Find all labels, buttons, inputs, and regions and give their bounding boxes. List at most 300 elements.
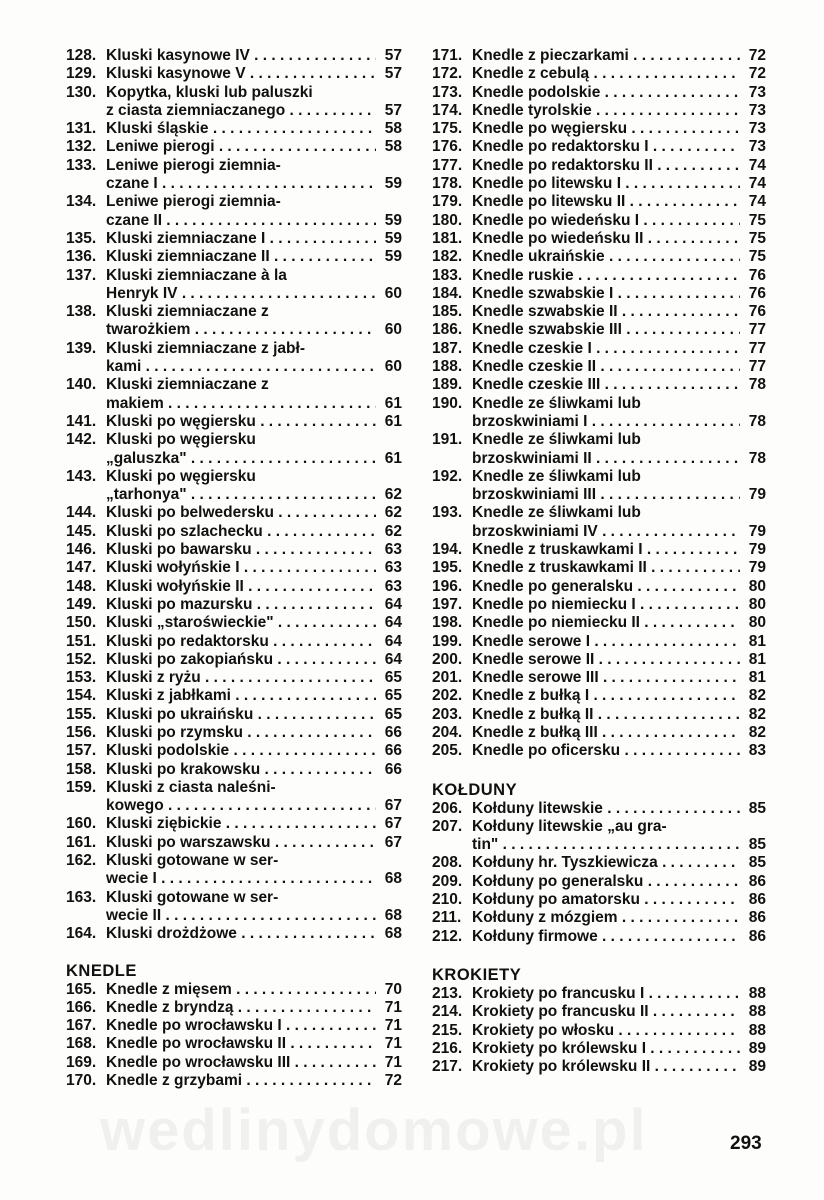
entry-title: Krokiety po francusku II . . . [472,1003,740,1021]
entry-title: Leniwe pierogi ziemnia- [106,156,281,174]
entry-number: 210. [432,891,463,909]
entry-number: 145. [66,522,97,540]
entry-page [376,193,402,211]
entry-page: 71 [384,998,402,1016]
entry-page [376,468,402,486]
entry-title: Knedle serowe I . . . [472,633,740,651]
entry-number: 190. [432,394,463,412]
toc-entry [432,395,766,413]
entry-page: 75 [748,211,766,229]
entry-number: 162. [66,852,97,870]
toc-entry [66,1054,402,1072]
entry-number [66,797,106,815]
entry-number: 196. [432,577,463,595]
entry-page: 74 [748,175,766,193]
entry-title: Knedle z bryndzą . . . [106,999,376,1017]
page-number: 293 [730,1133,762,1154]
entry-title: Kluski ziemniaczane à la [106,266,287,284]
entry-number: 149. [66,595,97,613]
toc-entry [66,340,402,358]
toc-entry [66,742,402,760]
entry-number [432,836,472,854]
entry-number: 181. [432,229,463,247]
entry-page: 74 [748,193,766,211]
toc-entry [432,633,766,651]
entry-number [66,175,106,193]
toc-entry [66,395,402,413]
entry-page: 66 [384,742,402,760]
toc-entry [432,669,766,687]
right-column [432,47,766,1076]
toc-entry [66,47,402,65]
entry-number: 161. [66,833,97,851]
entry-page: 60 [384,284,402,302]
entry-title: Kluski ziębickie . . . [106,815,376,833]
entry-number: 184. [432,284,463,302]
entry-page: 61 [384,412,402,430]
entry-title: Kluski „staroświeckie" . . . [106,614,376,632]
entry-number [66,102,106,120]
entry-title: Kluski po krakowsku . . . [106,761,376,779]
entry-title: brzoskwiniami II . . . [472,450,740,468]
entry-title: Kluski śląskie . . . [106,120,376,138]
entry-page: 58 [384,138,402,156]
toc-entry [66,321,402,339]
entry-number: 141. [66,412,97,430]
toc-entry [66,65,402,83]
entry-title: czane I . . . [106,175,376,193]
toc-entry [432,212,766,230]
entry-number: 214. [432,1003,463,1021]
toc-entry [66,285,402,303]
entry-title: Knedle podolskie . . . [472,84,740,102]
toc-entry [66,157,402,175]
entry-page: 68 [384,870,402,888]
toc-entry [432,157,766,175]
entry-page: 88 [748,984,766,1002]
entry-number: 194. [432,541,463,559]
entry-number: 209. [432,872,463,890]
entry-number: 179. [432,193,463,211]
entry-number [432,523,472,541]
entry-number: 199. [432,632,463,650]
entry-page: 60 [384,321,402,339]
entry-page: 79 [748,486,766,504]
toc-entry [66,504,402,522]
entry-page: 68 [384,906,402,924]
entry-title: Knedle z truskawkami I . . . [472,541,740,559]
entry-number: 208. [432,854,463,872]
entry-title: Kluski po szlachecku . . . [106,523,376,541]
entry-page [740,395,766,413]
toc-list-kluski [66,47,402,944]
entry-number [66,486,106,504]
entry-title: Krokiety po francusku I . . . [472,985,740,1003]
entry-title: Knedle czeskie II . . . [472,358,740,376]
entry-page: 82 [748,705,766,723]
entry-number: 204. [432,723,463,741]
entry-page: 73 [748,101,766,119]
entry-page: 81 [748,632,766,650]
toc-entry [432,818,766,836]
entry-page: 86 [748,927,766,945]
entry-page [376,852,402,870]
entry-number: 180. [432,211,463,229]
entry-title: Kluski po węgiersku . . . [106,413,376,431]
entry-title: Kluski po mazursku . . . [106,596,376,614]
entry-page: 73 [748,120,766,138]
entry-number: 175. [432,120,463,138]
entry-page: 71 [384,1017,402,1035]
toc-entry [432,541,766,559]
entry-number: 167. [66,1017,97,1035]
entry-number: 185. [432,303,463,321]
entry-page: 61 [384,394,402,412]
entry-number: 198. [432,614,463,632]
entry-page [376,340,402,358]
toc-entry [66,925,402,943]
entry-page [740,468,766,486]
toc-entry [66,779,402,797]
toc-entry [432,504,766,522]
entry-title: makiem . . . [106,395,376,413]
entry-title: Kluski ziemniaczane II . . . [106,248,376,266]
entry-page: 65 [384,669,402,687]
entry-number [66,285,106,303]
entry-title: Knedle z cebulą . . . [472,65,740,83]
entry-page: 59 [384,211,402,229]
toc-entry [66,303,402,321]
entry-title: Krokiety po królewsku II . . . [472,1058,740,1076]
entry-number: 216. [432,1039,463,1057]
entry-title: Knedle po redaktorsku I . . . [472,138,740,156]
entry-page: 59 [384,248,402,266]
entry-number: 191. [432,431,463,449]
toc-list-knedle-cont [432,47,766,761]
entry-page: 59 [384,229,402,247]
entry-title: Kluski gotowane w ser- [106,852,279,870]
toc-entry [432,230,766,248]
toc-entry [432,706,766,724]
toc-entry [66,559,402,577]
entry-title: Knedle po wrocławsku II . . . [106,1035,376,1053]
toc-entry [66,1017,402,1035]
entry-number: 163. [66,888,97,906]
entry-number: 206. [432,799,463,817]
watermark: wedlinydomowe.pl [100,1098,648,1163]
entry-page: 75 [748,229,766,247]
toc-entry [66,596,402,614]
entry-title: Kołduny po amatorsku . . . [472,891,740,909]
entry-number: 158. [66,760,97,778]
entry-title: Knedle z grzybami . . . [106,1072,376,1090]
toc-entry [432,138,766,156]
entry-number: 165. [66,980,97,998]
entry-number [66,870,106,888]
entry-page: 65 [384,687,402,705]
toc-entry [432,340,766,358]
entry-number: 150. [66,614,97,632]
entry-number: 213. [432,984,463,1002]
entry-page: 86 [748,909,766,927]
entry-page [740,818,766,836]
toc-entry [432,321,766,339]
entry-page: 85 [748,799,766,817]
toc-entry [66,834,402,852]
toc-entry [66,468,402,486]
entry-page: 64 [384,595,402,613]
entry-number: 172. [432,65,463,83]
entry-page: 75 [748,248,766,266]
toc-entry [66,687,402,705]
toc-entry [66,358,402,376]
entry-page: 76 [748,303,766,321]
toc-entry [66,1072,402,1090]
entry-number: 207. [432,817,463,835]
entry-number: 217. [432,1058,463,1076]
entry-title: Kluski po redaktorsku . . . [106,633,376,651]
toc-entry [66,651,402,669]
entry-page: 63 [384,559,402,577]
entry-page: 78 [748,449,766,467]
toc-entry [66,175,402,193]
entry-title: Kołduny po generalsku . . . [472,873,740,891]
entry-number: 195. [432,559,463,577]
entry-page: 66 [384,723,402,741]
entry-number: 139. [66,339,97,357]
entry-number: 168. [66,1035,97,1053]
entry-title: kami . . . [106,358,376,376]
entry-number: 174. [432,101,463,119]
entry-page [376,84,402,102]
toc-entry [432,450,766,468]
entry-number: 132. [66,138,97,156]
entry-title: Henryk IV . . . [106,285,376,303]
toc-entry [432,65,766,83]
entry-title: Knedle po litewsku I . . . [472,175,740,193]
toc-entry [66,413,402,431]
toc-entry [432,303,766,321]
toc-entry [432,193,766,211]
toc-entry [66,999,402,1017]
entry-number: 192. [432,467,463,485]
toc-entry [432,248,766,266]
toc-entry [66,669,402,687]
entry-page: 68 [384,925,402,943]
toc-entry [432,175,766,193]
entry-number: 136. [66,248,97,266]
toc-entry [432,724,766,742]
toc-entry [432,836,766,854]
entry-number: 171. [432,47,463,64]
toc-entry [66,267,402,285]
toc-entry [66,486,402,504]
entry-number: 152. [66,650,97,668]
entry-title: Kopytka, kluski lub paluszki [106,83,313,101]
entry-number [66,907,106,925]
entry-page: 79 [748,522,766,540]
entry-page: 80 [748,595,766,613]
entry-page: 86 [748,872,766,890]
entry-title: Krokiety po włosku . . . [472,1022,740,1040]
entry-number: 128. [66,47,97,64]
entry-title: Knedle serowe II . . . [472,651,740,669]
entry-page: 78 [748,412,766,430]
toc-entry [432,468,766,486]
entry-number [66,450,106,468]
toc-list-knedle [66,981,402,1091]
entry-page: 81 [748,650,766,668]
entry-title: Knedle czeskie I . . . [472,340,740,358]
entry-page: 61 [384,449,402,467]
toc-entry [66,907,402,925]
entry-page: 67 [384,797,402,815]
toc-entry [66,523,402,541]
entry-title: Knedle po niemiecku II . . . [472,614,740,632]
entry-page: 70 [384,980,402,998]
entry-title: „galuszka" . . . [106,450,376,468]
toc-entry [432,854,766,872]
toc-entry [66,102,402,120]
entry-title: Knedle po wiedeńsku I . . . [472,212,740,230]
toc-entry [66,84,402,102]
toc-entry [66,706,402,724]
entry-page: 57 [384,47,402,64]
entry-page: 67 [384,815,402,833]
entry-title: Kluski ziemniaczane z [106,376,269,394]
entry-page: 78 [748,376,766,394]
entry-number: 170. [66,1072,97,1090]
entry-title: Knedle szwabskie I . . . [472,285,740,303]
entry-number: 143. [66,467,97,485]
entry-title: Kluski po rzymsku . . . [106,724,376,742]
entry-page: 74 [748,156,766,174]
toc-entry [66,815,402,833]
toc-entry [66,541,402,559]
entry-number: 153. [66,669,97,687]
entry-number: 205. [432,742,463,760]
entry-number: 203. [432,705,463,723]
entry-number: 154. [66,687,97,705]
entry-number [432,413,472,431]
entry-number: 176. [432,138,463,156]
entry-title: Knedle ruskie . . . [472,267,740,285]
entry-page: 89 [748,1039,766,1057]
toc-entry [432,102,766,120]
entry-page [376,889,402,907]
entry-page: 59 [384,175,402,193]
entry-number: 131. [66,120,97,138]
toc-entry [432,614,766,632]
entry-number: 157. [66,742,97,760]
toc-entry [432,891,766,909]
entry-title: Knedle ze śliwkami lub [472,431,641,449]
entry-title: Kluski podolskie . . . [106,742,376,760]
toc-entry [66,248,402,266]
toc-entry [432,873,766,891]
entry-title: „tarhonya" . . . [106,486,376,504]
entry-number: 155. [66,705,97,723]
entry-number: 188. [432,358,463,376]
entry-page: 64 [384,614,402,632]
entry-title: Knedle z mięsem . . . [106,981,376,999]
entry-page: 65 [384,705,402,723]
entry-number: 133. [66,156,97,174]
entry-number: 177. [432,156,463,174]
toc-entry [432,413,766,431]
entry-page: 60 [384,358,402,376]
entry-page: 79 [748,541,766,559]
entry-page: 89 [748,1058,766,1076]
toc-entry [432,596,766,614]
entry-page [376,431,402,449]
entry-title: Kluski po belwedersku . . . [106,504,376,522]
entry-page [376,376,402,394]
toc-entry [66,138,402,156]
entry-title: Kluski gotowane w ser- [106,888,279,906]
toc-entry [432,486,766,504]
entry-title: Kluski po warszawsku . . . [106,834,376,852]
entry-page [740,431,766,449]
toc-entry [66,376,402,394]
entry-title: Kluski ziemniaczane z [106,303,269,321]
entry-page: 67 [384,833,402,851]
toc-entry [432,559,766,577]
toc-entry [432,742,766,760]
entry-page [376,157,402,175]
toc-entry [66,450,402,468]
entry-title: Knedle z pieczarkami . . . [472,47,740,65]
entry-page: 81 [748,669,766,687]
entry-page: 72 [748,65,766,83]
toc-entry [432,651,766,669]
entry-page: 62 [384,504,402,522]
entry-number: 142. [66,431,97,449]
entry-page: 88 [748,1003,766,1021]
toc-entry [66,981,402,999]
entry-title: Knedle z truskawkami II . . . [472,559,740,577]
toc-entry [66,578,402,596]
entry-title: Knedle ze śliwkami lub [472,504,641,522]
entry-number: 169. [66,1053,97,1071]
entry-page: 77 [748,339,766,357]
entry-title: brzoskwiniami IV . . . [472,523,740,541]
entry-number [432,450,472,468]
entry-title: Kluski kasynowe IV . . . [106,47,376,65]
entry-title: Kluski ziemniaczane I . . . [106,230,376,248]
entry-title: z ciasta ziemniaczanego . . . [106,102,376,120]
entry-number: 186. [432,321,463,339]
entry-page: 72 [748,47,766,64]
toc-entry [66,761,402,779]
entry-title: Kluski z jabłkami . . . [106,687,376,705]
entry-title: Kluski po węgiersku [106,431,256,449]
entry-title: Knedle szwabskie III . . . [472,321,740,339]
entry-title: wecie II . . . [106,907,376,925]
entry-title: Knedle z bułką II . . . [472,706,740,724]
entry-page: 85 [748,836,766,854]
entry-number: 144. [66,504,97,522]
toc-entry [432,47,766,65]
entry-title: Kluski z ciasta naleśni- [106,778,276,796]
toc-entry [66,870,402,888]
entry-number: 156. [66,723,97,741]
toc-entry [432,285,766,303]
entry-title: Leniwe pierogi ziemnia- [106,193,281,211]
entry-number: 215. [432,1021,463,1039]
entry-title: Knedle po wrocławsku III . . . [106,1054,376,1072]
entry-number: 166. [66,998,97,1016]
